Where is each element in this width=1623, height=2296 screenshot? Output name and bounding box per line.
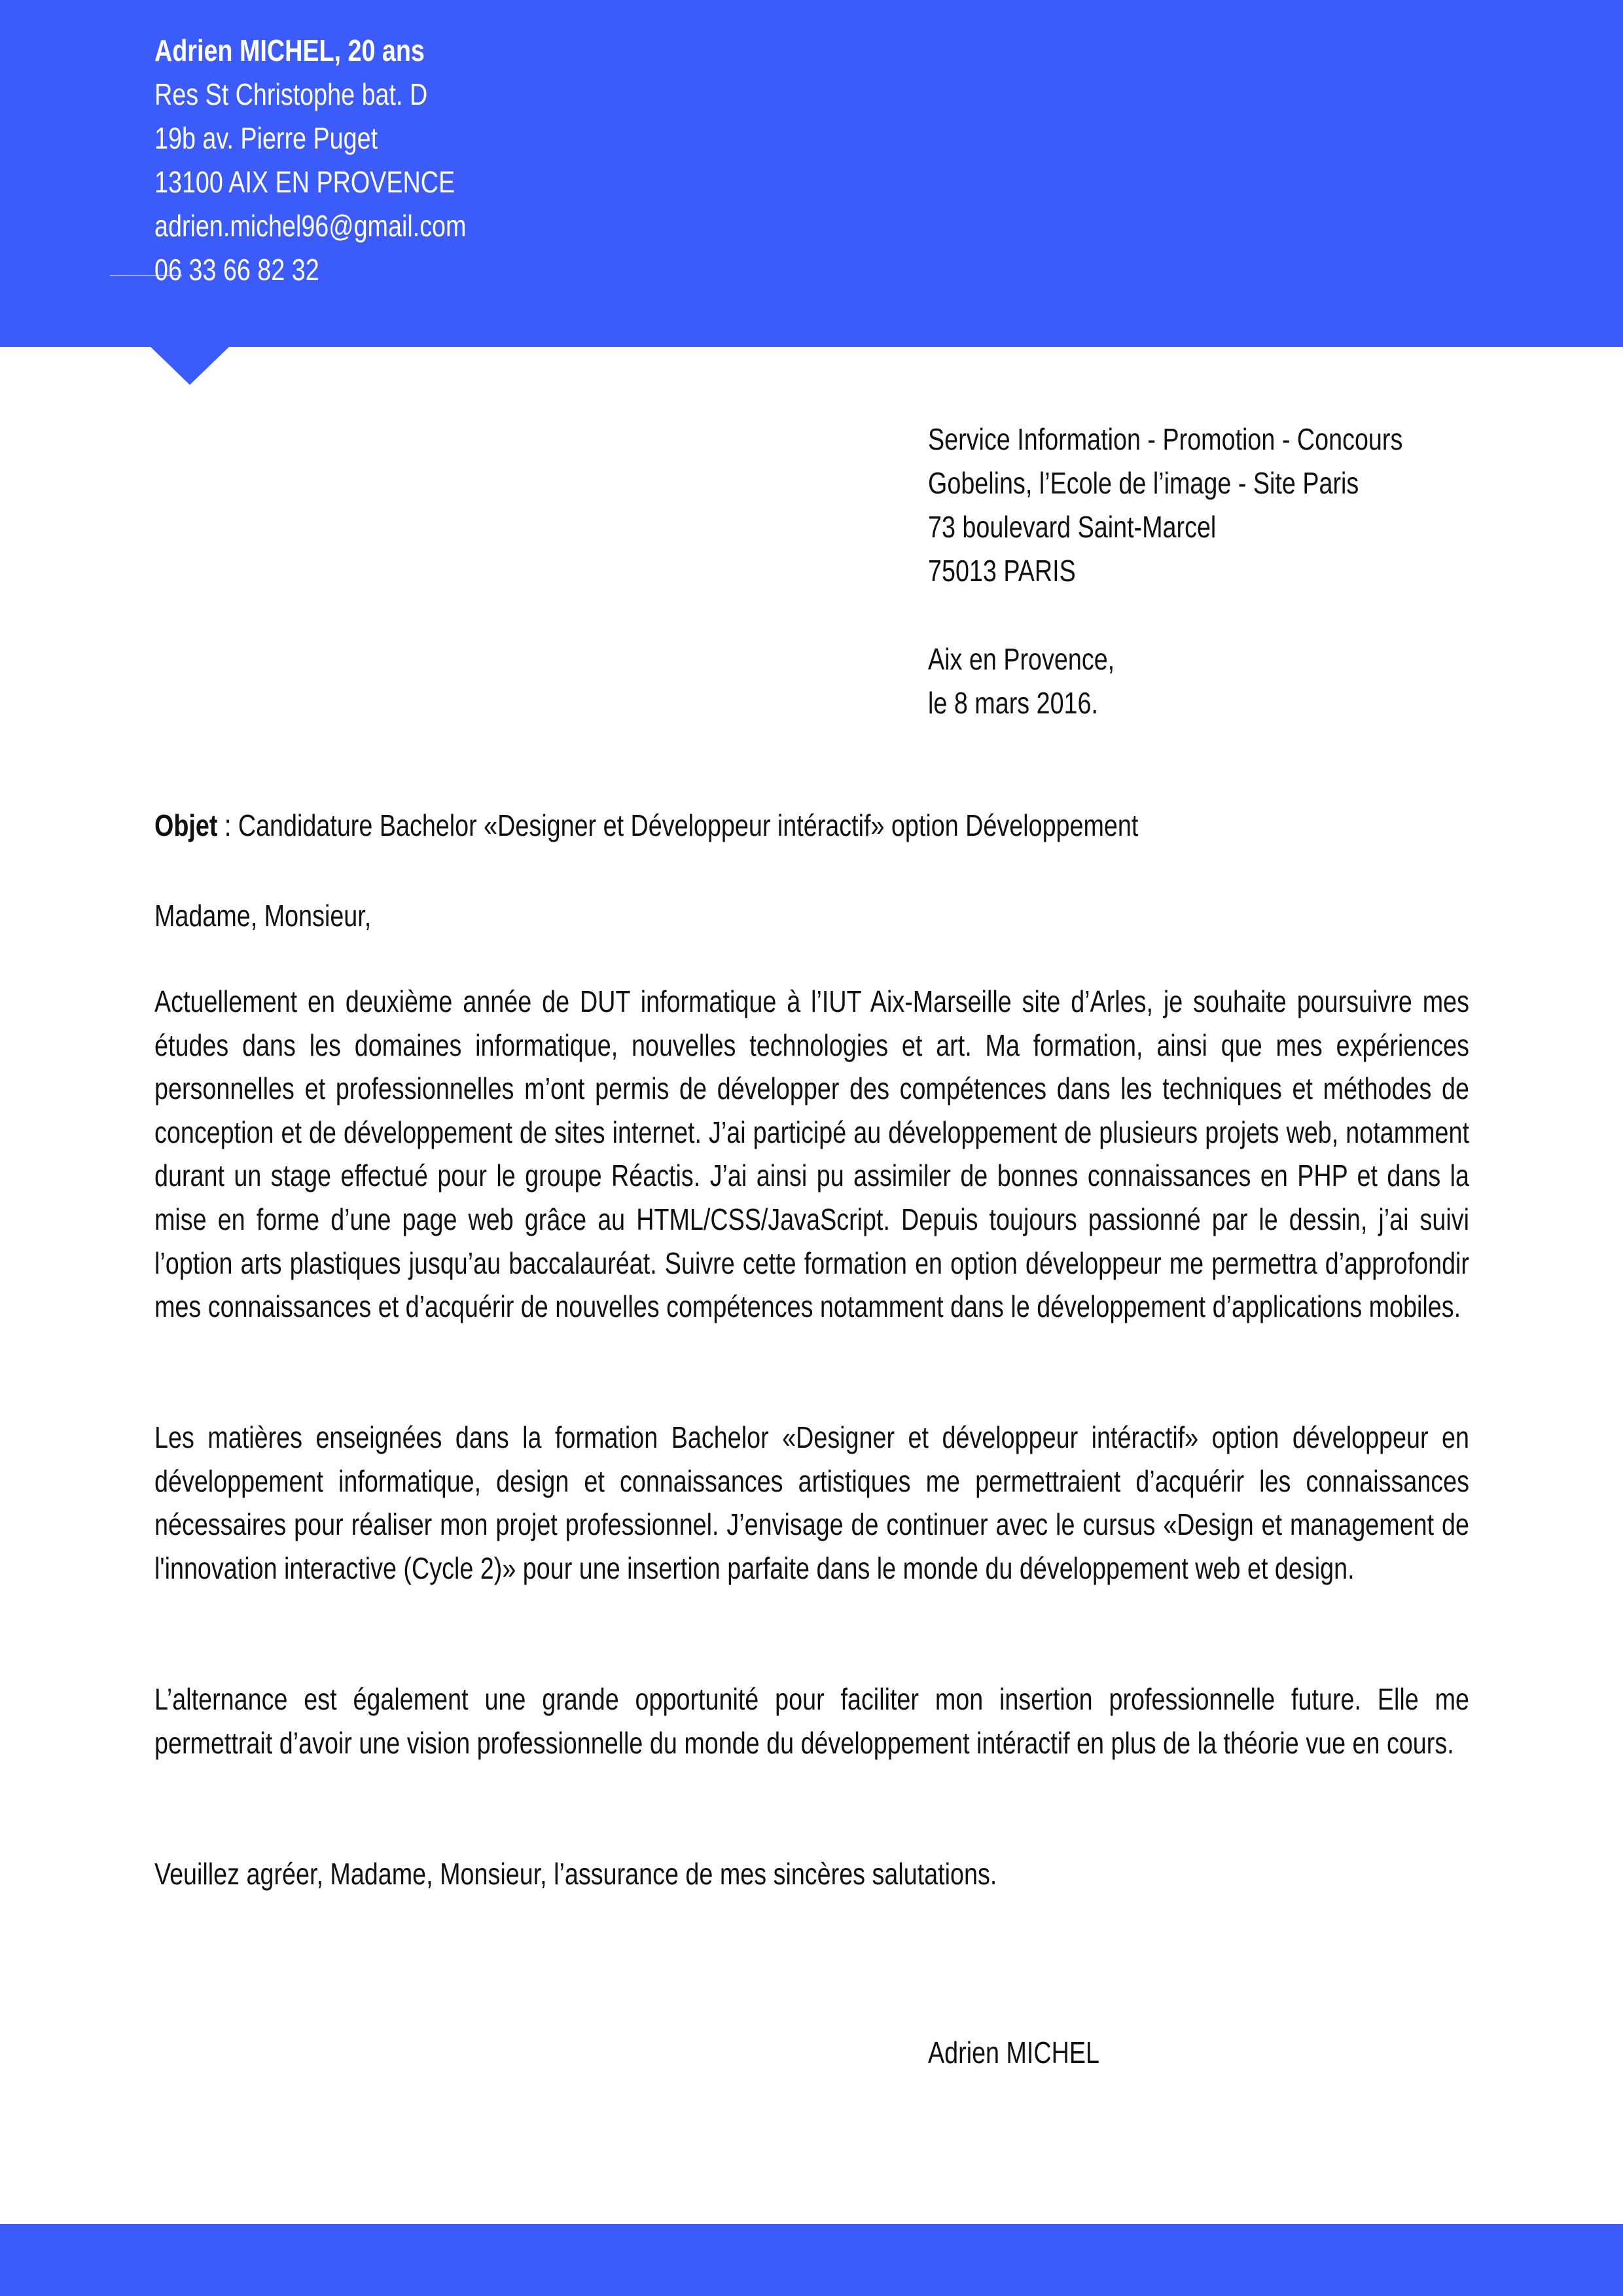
recipient-line4: 75013 PARIS	[928, 554, 1076, 588]
recipient-block	[928, 418, 1507, 593]
closing-formula: Veuillez agréer, Madame, Monsieur, l’assurance de mes sincères salutations.	[154, 1857, 997, 1891]
sender-address-line3: 13100 AIX EN PROVENCE	[154, 165, 455, 199]
sender-name: Adrien MICHEL, 20 ans	[154, 33, 425, 67]
body-paragraph-3: L’alternance est également une grande opportunité pour faciliter mon insertion professionnelle future. Elle me permettrait d’avoir une vision professionnelle du monde du développement intéractif en plus de la théorie vue en cours.	[154, 1682, 1469, 1760]
sender-address-line1: Res St Christophe bat. D	[154, 77, 428, 111]
sender-email: adrien.michel96@gmail.com	[154, 209, 467, 243]
footer-band	[0, 2224, 1623, 2296]
body-paragraph-2: Les matières enseignées dans la formation Bachelor «Designer et développeur intéractif» option développeur en développement informatique, design et connaissances artistiques me permettraient d’acquérir les connaissances nécessaires pour réaliser mon projet professionnel. J’envisage de continuer avec le cursus «Design et management de l'innovation interactive (Cycle 2)» pour une insertion parfaite dans le monde du développement web et design.	[154, 1420, 1469, 1585]
letter-place: Aix en Provence,	[928, 642, 1115, 676]
subject-line	[154, 804, 1138, 848]
letter-date: le 8 mars 2016.	[928, 686, 1098, 720]
sender-block	[154, 29, 535, 292]
subject-label: Objet	[154, 808, 218, 842]
header-pointer	[149, 346, 230, 385]
signature: Adrien MICHEL	[928, 2036, 1100, 2070]
body-paragraph-1: Actuellement en deuxième année de DUT informatique à l’IUT Aix-Marseille site d’Arles, je souhaite poursuivre mes études dans les domaines informatique, nouvelles technologies et art. Ma formation, ainsi que mes expériences personnelles et professionnelles m’ont permis de développer des compétences dans les techniques et méthodes de conception et de développement de sites internet. J’ai participé au développement de plusieurs projets web, notamment durant un stage effectué pour le groupe Réactis. J’ai ainsi pu assimiler de bonnes connaissances en PHP et dans la mise en forme d’une page web grâce au HTML/CSS/JavaScript. Depuis toujours passionné par le dessin, j’ai suivi l’option arts plastiques jusqu’au baccalauréat. Suivre cette formation en option développeur me permettra d’approfondir mes connaissances et d’acquérir de nouvelles compétences notamment dans le développement d’applications mobiles.	[154, 984, 1469, 1324]
salutation: Madame, Monsieur,	[154, 899, 372, 933]
sender-phone: 06 33 66 82 32	[154, 253, 319, 287]
recipient-line2: Gobelins, l’Ecole de l’image - Site Paris	[928, 466, 1359, 500]
recipient-line3: 73 boulevard Saint-Marcel	[928, 510, 1217, 544]
recipient-line1: Service Information - Promotion - Concours	[928, 422, 1403, 456]
subject-text: : Candidature Bachelor «Designer et Développeur intéractif» option Développement	[217, 808, 1139, 842]
sender-address-line2: 19b av. Pierre Puget	[154, 121, 378, 155]
place-date-block	[928, 637, 1156, 725]
